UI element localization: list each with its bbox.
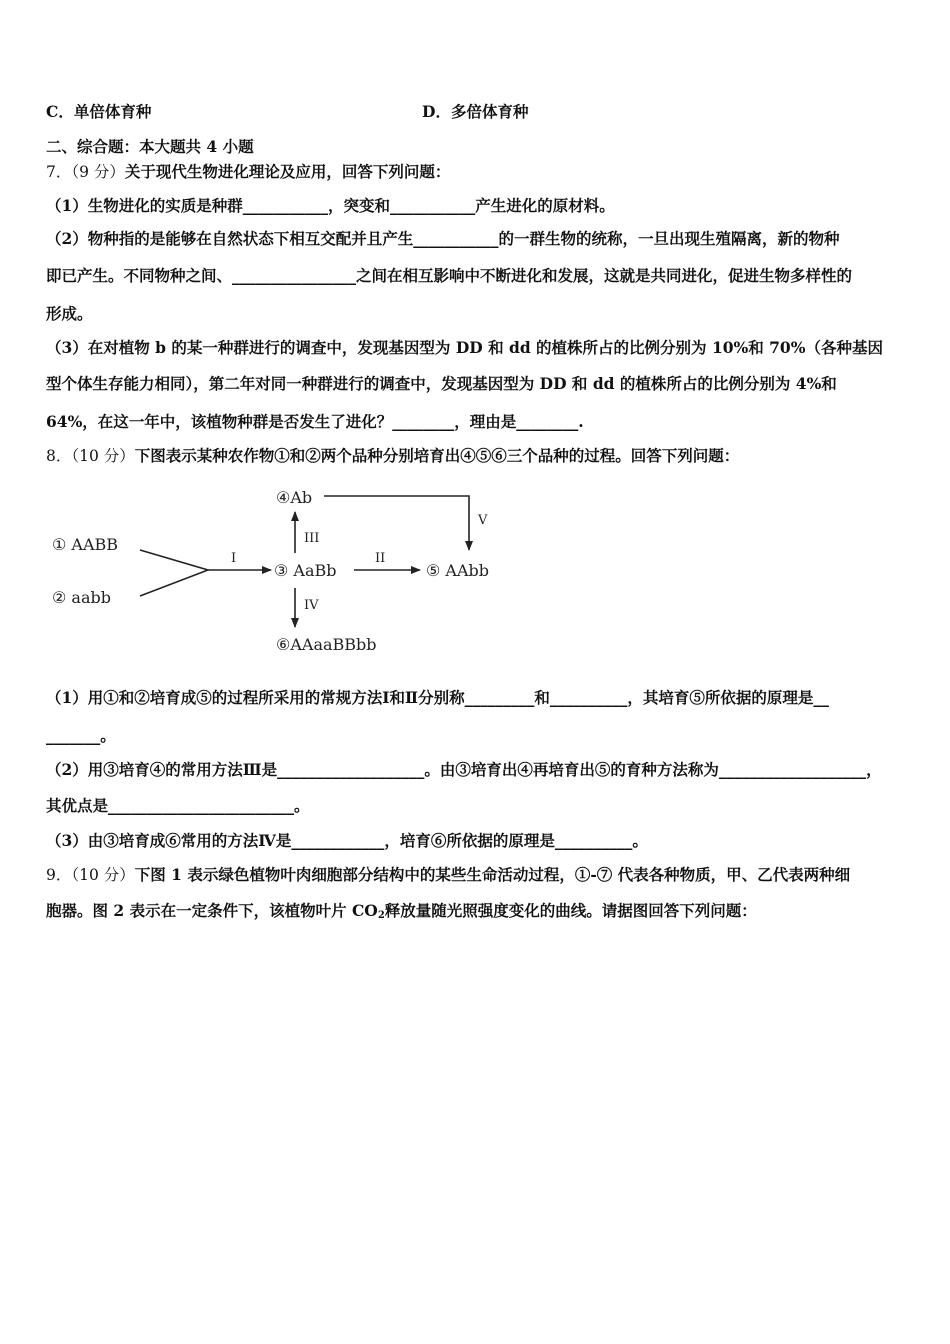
- q9-heading: [46, 865, 908, 885]
- label-i: I: [231, 551, 237, 566]
- node-1-aabb: ① AABB: [52, 535, 119, 554]
- breeding-diagram: [46, 478, 526, 668]
- q7-part3-line2: 型个体生存能力相同），第二年对同一种群进行的调查中，发现基因型为 DD 和 dd 的植株所占的比例分别为 4%和: [46, 374, 837, 393]
- option-c: C．单倍体育种: [46, 102, 152, 121]
- q7-number: 7．（9 分）: [46, 163, 125, 181]
- q8-title: 下图表示某种农作物①和②两个品种分别培育出④⑤⑥三个品种的过程。回答下列问题：: [134, 446, 740, 465]
- q9-title: 下图 1 表示绿色植物叶肉细胞部分结构中的某些生命活动过程，①-⑦ 代表各种物质，甲、乙代表两种细: [134, 865, 851, 884]
- label-v: V: [478, 513, 488, 528]
- q7-part2-line3: 形成。: [46, 304, 93, 323]
- q8-part1-line2: _______。: [46, 726, 116, 745]
- node-6-aaaabbbb: ⑥AAaaBBbb: [276, 635, 377, 654]
- node-5-aabb: ⑤ AAbb: [426, 561, 490, 580]
- q7-heading: [46, 162, 908, 182]
- q8-heading: [46, 446, 908, 466]
- co2-subscript: 2: [377, 910, 385, 921]
- q9-line2: [46, 901, 908, 921]
- node-2-aabb: ② aabb: [52, 588, 111, 607]
- label-iii: III: [304, 531, 320, 546]
- node-4-ab: ④Ab: [276, 488, 313, 507]
- q8-part1-line1: （1）用①和②培育成⑤的过程所采用的常规方法Ⅰ和Ⅱ分别称_________和__________，其培育⑤所依据的原理是__: [46, 688, 829, 707]
- q7-part3-line1: （3）在对植物 b 的某一种群进行的调查中，发现基因型为 DD 和 dd 的植株所占的比例分别为 10%和 70%（各种基因: [46, 338, 883, 357]
- q7-part2-line2: 即已产生。不同物种之间、________________之间在相互影响中不断进化和发展，这就是共同进化，促进生物多样性的: [46, 266, 853, 285]
- q8-part2-line2: 其优点是________________________。: [46, 796, 310, 815]
- merge-lines: [140, 550, 208, 596]
- q8-part2-line1: （2）用③培育④的常用方法Ⅲ是___________________。由③培育出④再培育出⑤的育种方法称为___________________，: [46, 760, 882, 779]
- node-3-aabb: ③ AaBb: [274, 561, 337, 580]
- arrow-v: [324, 496, 469, 550]
- q7-part3-line3: 64%，在这一年中，该植物种群是否发生了进化？________，理由是________.: [46, 412, 584, 431]
- section-heading: 二、综合题：本大题共 4 小题: [46, 137, 254, 156]
- q7-part2-line1: （2）物种指的是能够在自然状态下相互交配并且产生___________的一群生物的统称，一旦出现生殖隔离，新的物种: [46, 229, 840, 248]
- q9-line2-text-end: 释放量随光照强度变化的曲线。请据图回答下列问题：: [384, 901, 757, 920]
- q9-line2-text: 胞器。图 2 表示在一定条件下，该植物叶片 CO: [46, 901, 378, 920]
- option-row: [46, 102, 908, 122]
- label-ii: II: [375, 551, 386, 566]
- q7-part1: （1）生物进化的实质是种群___________，突变和___________产生进化的原材料。: [46, 196, 615, 215]
- option-d: D．多倍体育种: [422, 102, 529, 121]
- q8-part3: （3）由③培育成⑥常用的方法Ⅳ是____________，培育⑥所依据的原理是__________。: [46, 831, 648, 850]
- q8-number: 8．（10 分）: [46, 447, 135, 465]
- q9-number: 9．（10 分）: [46, 866, 135, 884]
- label-iv: IV: [304, 598, 319, 613]
- q7-title: 关于现代生物进化理论及应用，回答下列问题：: [124, 162, 451, 181]
